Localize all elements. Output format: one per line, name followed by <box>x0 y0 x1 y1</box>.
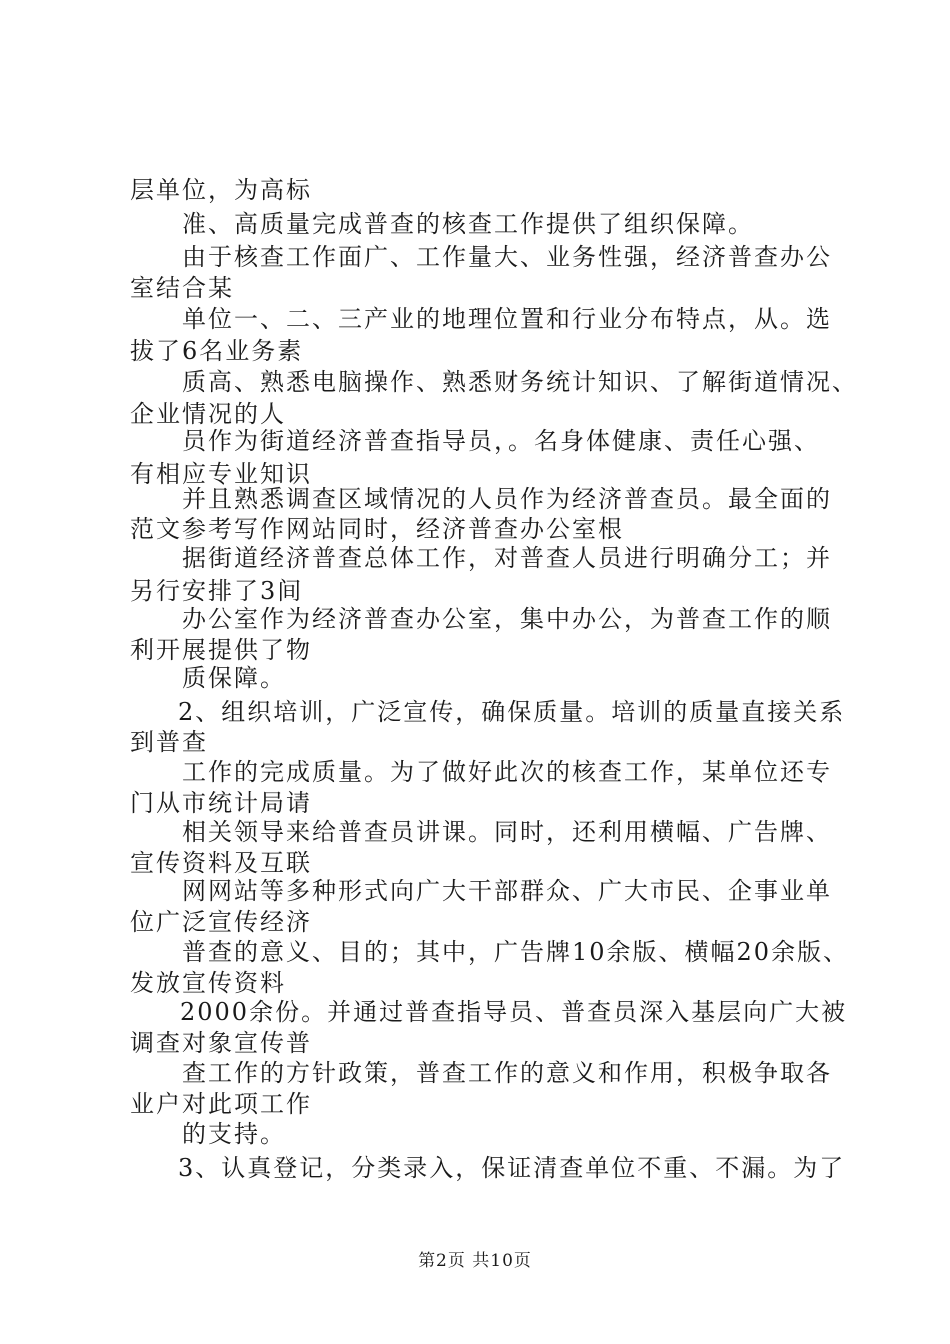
text-line: 拔了6名业务素 <box>130 337 304 365</box>
text-line: 到普查 <box>130 728 208 756</box>
text-line: 并且熟悉调查区域情况的人员作为经济普查员。最全面的 <box>182 485 832 513</box>
text-line: 网网站等多种形式向广大干部群众、广大市民、企事业单 <box>182 877 832 905</box>
text-line: 的支持。 <box>182 1120 286 1148</box>
text-line: 室结合某 <box>130 274 234 302</box>
text-line: 企业情况的人 <box>130 400 286 428</box>
text-line: 范文参考写作网站同时，经济普查办公室根 <box>130 515 624 543</box>
text-line: 员作为街道经济普查指导员，。名身体健康、责任心强、 <box>182 427 820 455</box>
text-line: 调查对象宣传普 <box>130 1029 312 1057</box>
text-line: 3、认真登记，分类录入，保证清查单位不重、不漏。为了 <box>178 1154 846 1182</box>
text-line: 普查的意义、目的；其中，广告牌10余版、横幅20余版、 <box>182 938 850 966</box>
text-line: 有相应专业知识 <box>130 460 312 488</box>
text-line: 另行安排了3间 <box>130 577 304 605</box>
text-line: 门从市统计局请 <box>130 789 312 817</box>
text-line: 单位一、二、三产业的地理位置和行业分布特点，从。选 <box>182 305 832 333</box>
text-line: 质保障。 <box>182 664 286 692</box>
text-line: 层单位，为高标 <box>130 176 312 204</box>
text-line: 2000余份。并通过普查指导员、普查员深入基层向广大被 <box>180 998 848 1026</box>
text-line: 查工作的方针政策，普查工作的意义和作用，积极争取各 <box>182 1059 832 1087</box>
text-line: 位广泛宣传经济 <box>130 908 312 936</box>
text-line: 质高、熟悉电脑操作、熟悉财务统计知识、了解街道情况、 <box>182 368 858 396</box>
text-line: 据街道经济普查总体工作，对普查人员进行明确分工；并 <box>182 544 832 572</box>
text-line: 发放宣传资料 <box>130 969 286 997</box>
text-line: 利开展提供了物 <box>130 636 312 664</box>
text-line: 相关领导来给普查员讲课。同时，还利用横幅、广告牌、 <box>182 818 832 846</box>
text-line: 由于核查工作面广、工作量大、业务性强，经济普查办公 <box>182 243 832 271</box>
text-line: 2、组织培训，广泛宣传，确保质量。培训的质量直接关系 <box>178 698 846 726</box>
text-line: 办公室作为经济普查办公室，集中办公，为普查工作的顺 <box>182 605 832 633</box>
page-number-footer: 第2页 共10页 <box>418 1251 532 1271</box>
text-line: 工作的完成质量。为了做好此次的核查工作，某单位还专 <box>182 758 832 786</box>
text-line: 准、高质量完成普查的核查工作提供了组织保障。 <box>182 210 754 238</box>
text-line: 宣传资料及互联 <box>130 849 312 877</box>
text-line: 业户对此项工作 <box>130 1090 312 1118</box>
